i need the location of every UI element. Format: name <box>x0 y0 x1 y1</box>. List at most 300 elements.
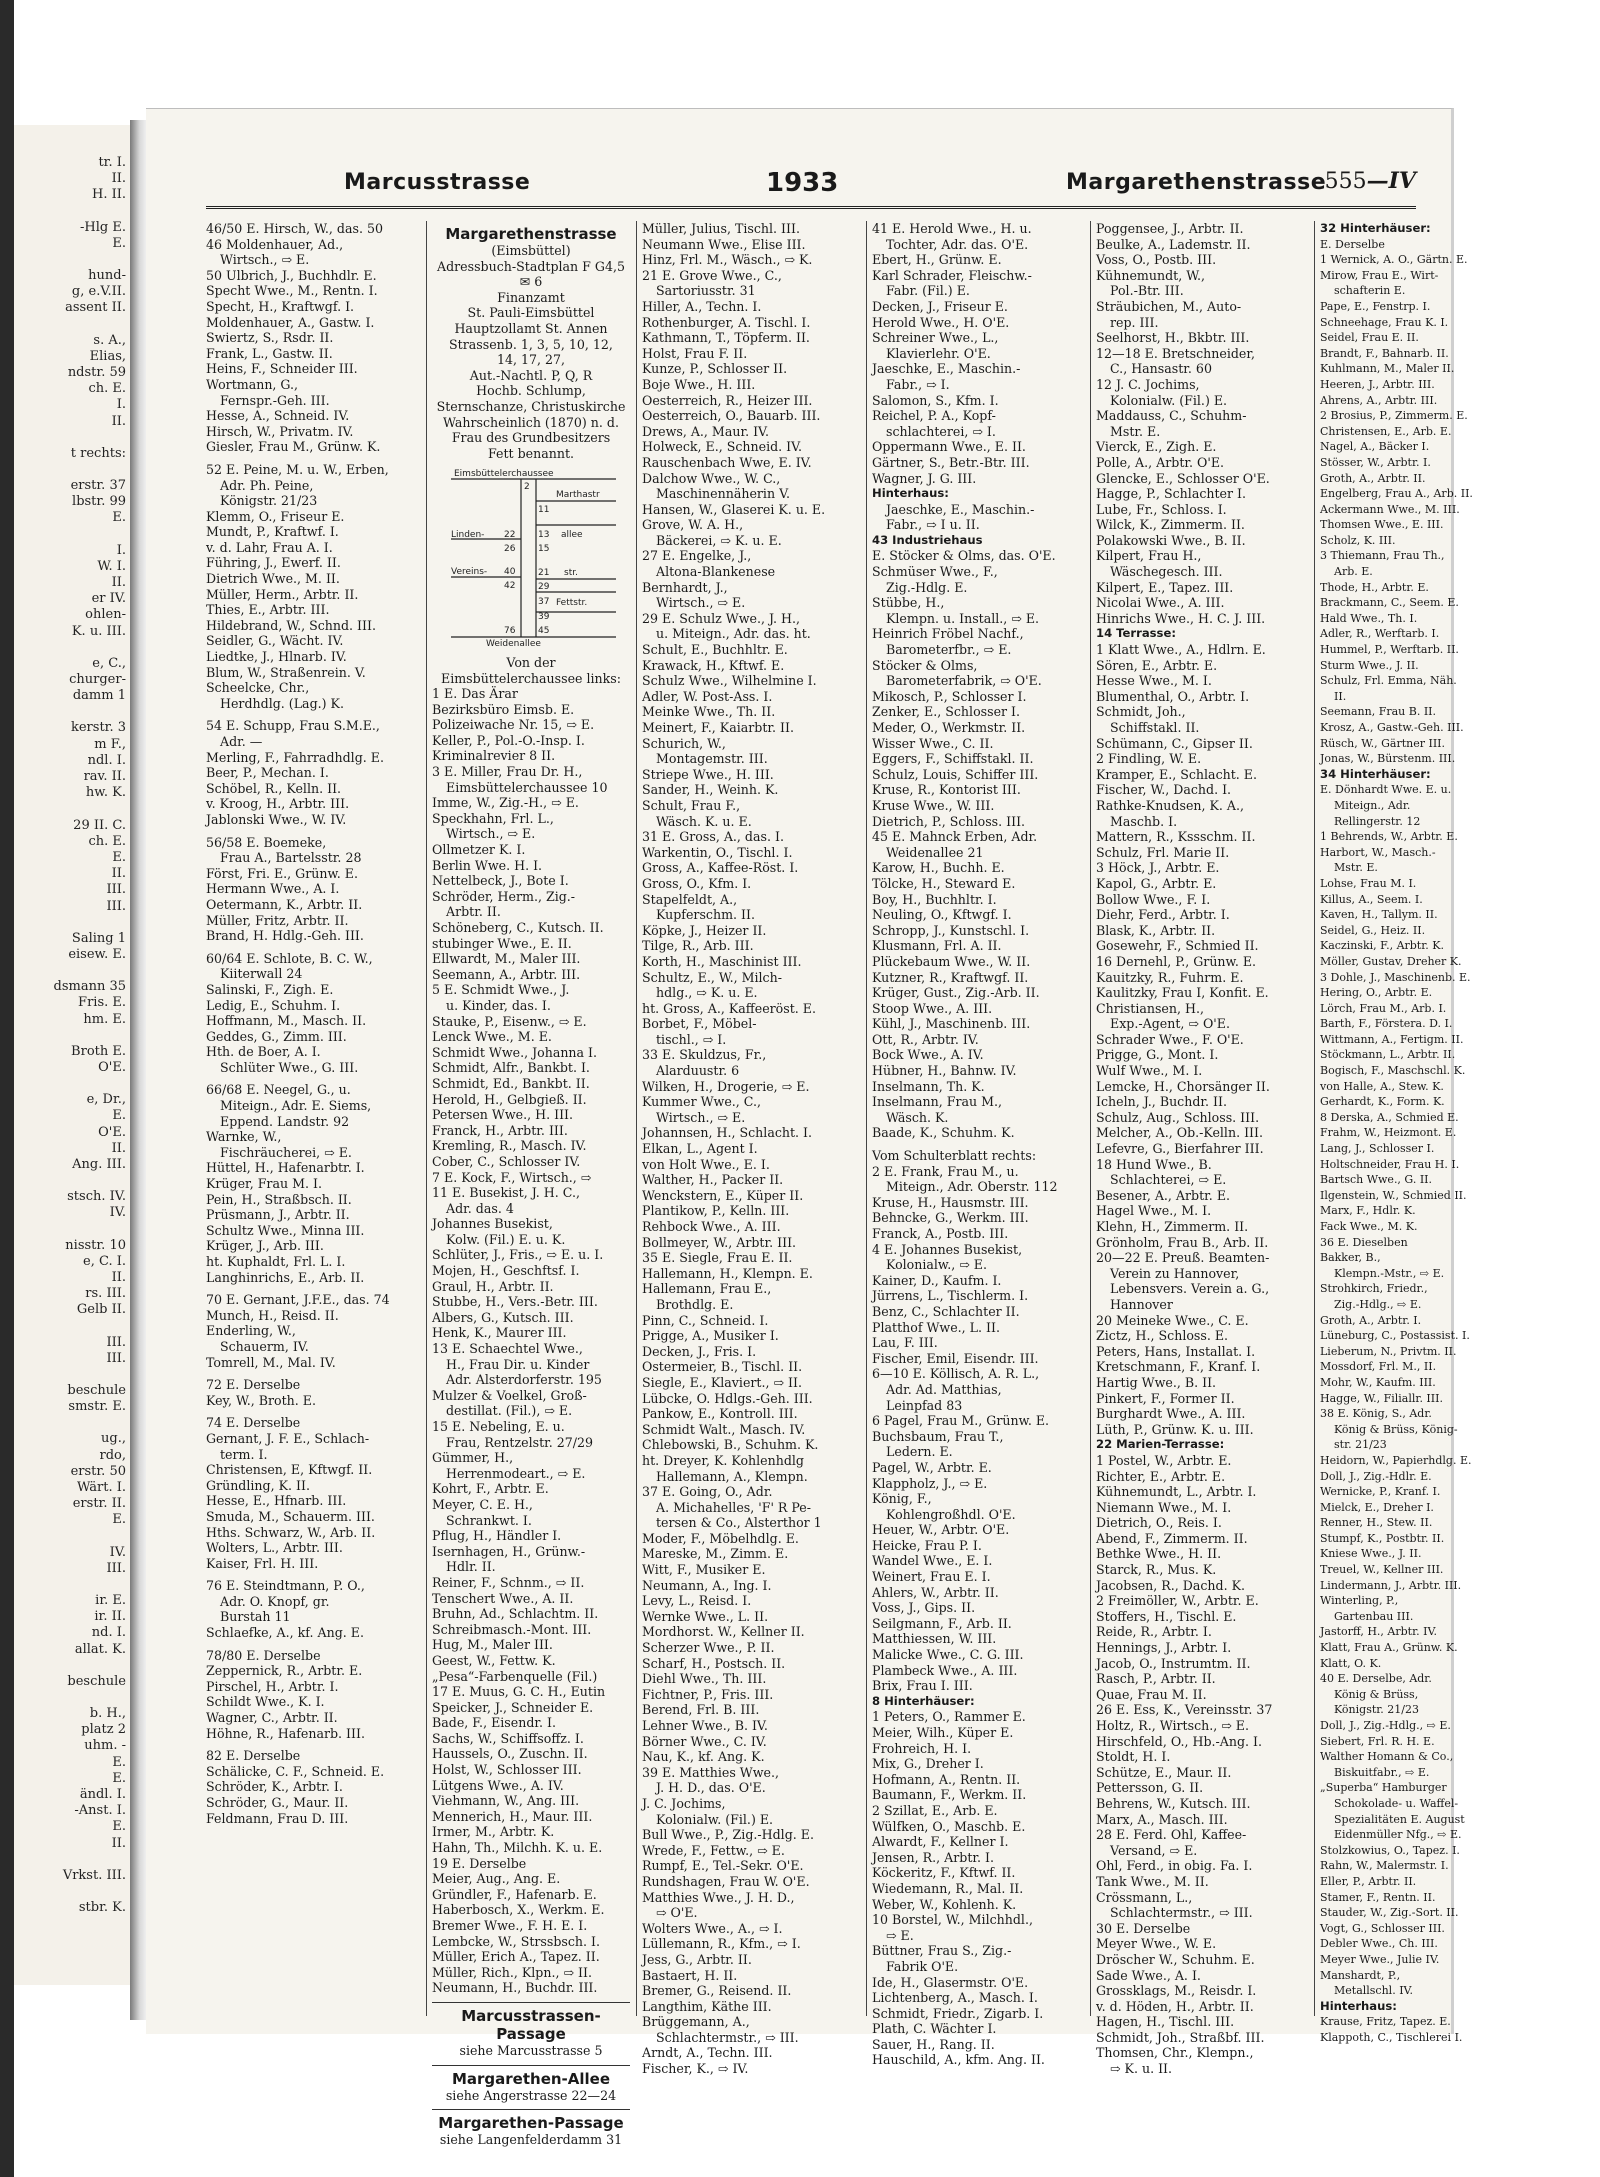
directory-entry: Treuel, W., Kellner III. <box>1320 1563 1444 1577</box>
directory-entry: Diehl Wwe., Th. III. <box>642 1671 767 1687</box>
directory-entry: Neumann, H., Buchdr. III. <box>432 1980 598 1996</box>
directory-entry: 17 E. Muus, G. C. H., Eutin <box>432 1684 606 1700</box>
previous-page-text: erstr. II. <box>72 1496 126 1512</box>
directory-entry: 37 E. Going, O., Adr. <box>642 1484 773 1500</box>
directory-entry: Herdhdlg. (Lag.) K. <box>220 695 344 711</box>
directory-entry: Klehn, H., Zimmerm. II. <box>1096 1219 1249 1234</box>
directory-entry: C., Hansastr. 60 <box>1110 361 1212 377</box>
directory-entry: Bock Wwe., A. IV. <box>872 1047 984 1063</box>
directory-entry: Wagner, J. G. III. <box>872 470 977 486</box>
directory-entry: 15 E. Nebeling, E. u. <box>432 1419 565 1434</box>
directory-entry: Tölcke, H., Steward E. <box>872 875 1016 891</box>
directory-entry: Petersen Wwe., H. III. <box>432 1107 574 1123</box>
directory-entry: destillat. (Fil.), ⇨ E. <box>446 1403 573 1419</box>
directory-entry: Mohr, W., Kaufm. III. <box>1320 1375 1436 1389</box>
directory-entry: Thomsen Wwe., E. III. <box>1320 518 1444 532</box>
directory-entry: Seemann, Frau B. II. <box>1320 705 1436 719</box>
column-divider <box>1314 221 1315 2016</box>
previous-page-text: II. <box>111 171 126 187</box>
directory-entry: Jürrens, L., Tischlerm. I. <box>872 1288 1029 1304</box>
previous-page-text: hw. K. <box>85 785 126 801</box>
directory-entry: 7 E. Kock, F., Wirtsch., ⇨ <box>432 1169 592 1185</box>
directory-entry: 1 Postel, W., Arbtr. E. <box>1096 1452 1232 1468</box>
previous-page-text: hund- <box>88 268 126 284</box>
directory-entry: Hirschfeld, O., Hb.-Ang. I. <box>1096 1733 1263 1749</box>
directory-entry: Lütgens Wwe., A. IV. <box>432 1777 564 1793</box>
directory-entry: v. d. Lahr, Frau A. I. <box>206 539 333 555</box>
previous-page-text: ir. E. <box>95 1593 126 1609</box>
directory-entry: Altona-Blankenese <box>656 564 776 580</box>
directory-entry: Schreiner Wwe., L., <box>872 330 999 346</box>
directory-entry: Holtschneider, Frau H. I. <box>1320 1157 1460 1171</box>
directory-entry: Wittmann, A., Fertigm. II. <box>1320 1032 1464 1046</box>
directory-entry: Hesse, A., Schneid. IV. <box>206 408 350 424</box>
directory-entry: Prigge, A., Musiker I. <box>642 1328 779 1344</box>
directory-entry: Kohlengroßhdl. O'E. <box>886 1506 1016 1522</box>
previous-page-text: I. <box>116 542 126 558</box>
directory-entry: Heeren, J., Arbtr. III. <box>1320 377 1435 391</box>
directory-entry: Neuling, O., Kftwgf. I. <box>872 907 1012 923</box>
directory-entry: 21 E. Grove Wwe., C., <box>642 267 782 283</box>
directory-entry: Fabr., ⇨ I. <box>886 376 950 392</box>
directory-entry: Adler, R., Werftarb. I. <box>1320 627 1440 641</box>
map-number: 39 <box>538 612 550 623</box>
directory-entry: Smuda, M., Schauerm. III. <box>206 1508 375 1524</box>
previous-page-text: rs. III. <box>85 1286 126 1302</box>
directory-entry: Hinrichs Wwe., H. C. J. III. <box>1096 610 1266 626</box>
directory-entry: Kaczinski, F., Arbtr. K. <box>1320 939 1444 953</box>
directory-entry: Barometerfbr., ⇨ E. <box>886 642 1012 658</box>
directory-entry: Seilgmann, F., Arb. II. <box>872 1615 1012 1631</box>
section-heading: 34 Hinterhäuser: <box>1320 766 1431 781</box>
directory-entry: Graul, H., Arbtr. II. <box>432 1278 554 1294</box>
directory-entry: Schmidt Wwe., Johanna I. <box>432 1044 598 1060</box>
directory-entry: Schütze, E., Maur. II. <box>1096 1764 1232 1780</box>
directory-entry: Sachs, W., Schiffsoffz. I. <box>432 1730 584 1746</box>
directory-entry: Hahn, Th., Milchh. K. u. E. <box>432 1840 603 1856</box>
map-number: 2 <box>524 482 530 493</box>
directory-entry: Stauder, W., Zig.-Sort. II. <box>1320 1906 1459 1920</box>
previous-page-text <box>14 1577 130 1593</box>
previous-page-text: ch. E. <box>88 381 126 397</box>
directory-entry: J. H. D., das. O'E. <box>656 1780 766 1796</box>
directory-entry: Krüger, Frau M. I. <box>206 1176 322 1192</box>
directory-entry: Korth, H., Maschinist III. <box>642 953 802 969</box>
header-right-street: Margarethenstrasse <box>1066 170 1327 195</box>
page-number: 555—IV <box>1324 168 1416 194</box>
previous-page-text: E. <box>112 235 126 251</box>
directory-entry: Schröder, G., Maur. II. <box>206 1795 349 1810</box>
directory-entry: Killus, A., Seem. I. <box>1320 892 1423 906</box>
directory-entry: 28 E. Ferd. Ohl, Kaffee- <box>1096 1827 1247 1843</box>
directory-entry: Plückebaum Wwe., W. II. <box>872 953 1031 969</box>
directory-entry: Zenker, E., Schlosser I. <box>872 704 1021 720</box>
street-info-line: Frau des Grundbesitzers <box>451 430 611 446</box>
directory-entry: Rasch, P., Arbtr. II. <box>1096 1671 1216 1687</box>
column-divider <box>1090 221 1091 2016</box>
directory-entry: Dietrich, O., Reis. I. <box>1096 1515 1222 1531</box>
directory-entry: 76 E. Steindtmann, P. O., <box>206 1578 365 1594</box>
directory-entry: Franck, A., Postb. III. <box>872 1226 1009 1241</box>
previous-page-text: ch. E. <box>88 833 126 849</box>
street-info-line: Finanzamt <box>497 289 565 305</box>
directory-entry: Versand, ⇨ E. <box>1110 1842 1198 1858</box>
directory-entry: Munch, H., Reisd. II. <box>206 1307 339 1323</box>
directory-entry: II. <box>1334 689 1347 703</box>
map-label-bottom: Weidenallee <box>486 639 541 650</box>
directory-entry: Müller, Rich., Klpn., ⇨ II. <box>432 1964 592 1980</box>
directory-entry: Vogt, G., Schlosser III. <box>1320 1921 1445 1935</box>
directory-entry: Decken, J., Fris. I. <box>642 1343 757 1359</box>
spacer <box>206 944 420 951</box>
directory-entry: Ohl, Ferd., in obig. Fa. I. <box>1096 1858 1253 1874</box>
directory-entry: u. Kinder, das. I. <box>446 997 551 1013</box>
directory-entry: Ide, H., Glasermstr. O'E. <box>872 1974 1029 1990</box>
directory-entry: Thies, E., Arbtr. III. <box>206 602 330 618</box>
directory-entry: Schröder, Herm., Zig.- <box>432 888 576 904</box>
directory-entry: tischl., ⇨ I. <box>656 1031 727 1047</box>
previous-page-text: III. <box>106 898 126 914</box>
directory-entry: 3 Dohle, J., Maschinenb. E. <box>1320 970 1471 984</box>
directory-entry: Rehbock Wwe., A. III. <box>642 1219 781 1234</box>
directory-entry: Behncke, G., Werkm. III. <box>872 1210 1029 1226</box>
directory-entry: 31 E. Gross, A., das. I. <box>642 829 784 845</box>
directory-entry: Oetermann, K., Arbtr. II. <box>206 896 363 912</box>
previous-page-text: II. <box>111 866 126 882</box>
directory-entry: Scherzer Wwe., P. II. <box>642 1640 775 1656</box>
directory-entry: Ahlers, W., Arbtr. II. <box>872 1584 999 1600</box>
directory-entry: Hinz, Frl. M., Wäsch., ⇨ K. <box>642 252 813 268</box>
directory-entry: Lebensvers. Verein a. G., <box>1110 1281 1270 1297</box>
directory-entry: Mulzer & Voelkel, Groß- <box>432 1387 587 1403</box>
section-heading: 32 Hinterhäuser: <box>1320 221 1431 235</box>
directory-entry: Biskuitfabr., ⇨ E. <box>1334 1765 1430 1779</box>
column-2 <box>432 221 630 2148</box>
previous-page-text: erstr. 37 <box>70 478 126 494</box>
directory-entry: Weidenallee 21 <box>886 844 984 860</box>
directory-entry: Irmer, M., Arbtr. K. <box>432 1824 555 1840</box>
directory-entry: Wirtsch., ⇨ E. <box>446 826 536 842</box>
directory-entry: Eggers, F., Schiffstakl. II. <box>872 751 1034 767</box>
directory-entry: Heuer, W., Arbtr. O'E. <box>872 1522 1010 1538</box>
directory-entry: 10 Borstel, W., Milchhdl., <box>872 1912 1033 1928</box>
map-number: 15 <box>538 544 550 555</box>
directory-entry: Schokolade- u. Waffel- <box>1334 1796 1459 1810</box>
map-number: 76 <box>504 626 516 637</box>
section-heading: 43 Industriehaus <box>872 532 983 547</box>
directory-entry: Polakowski Wwe., B. II. <box>1096 532 1246 548</box>
directory-entry: Kolonialw. (Fil.) E. <box>656 1811 774 1827</box>
directory-entry: Salinski, F., Zigh. E. <box>206 981 334 997</box>
directory-entry: Crössmann, L., <box>1096 1889 1193 1905</box>
map-caption <box>432 655 630 686</box>
directory-entry: Eller, P., Arbtr. II. <box>1320 1874 1417 1888</box>
directory-entry: Schlüter, J., Fris., ⇨ E. u. I. <box>432 1247 604 1263</box>
directory-entry: Ledig, E., Schuhm. I. <box>206 997 341 1013</box>
directory-entry: Lau, F. III. <box>872 1335 938 1351</box>
previous-page-text: ndl. I. <box>87 752 126 768</box>
header-year: 1933 <box>766 168 839 198</box>
directory-entry: Bremer Wwe., F. H. E. I. <box>432 1918 588 1933</box>
previous-page-text: beschule <box>67 1382 126 1398</box>
previous-page-text <box>14 430 130 446</box>
directory-entry: Grossklags, M., Reisdr. I. <box>1096 1983 1257 1999</box>
column-1 <box>206 221 420 2016</box>
directory-entry: Hansen, W., Glaserei K. u. E. <box>642 501 826 517</box>
previous-page-text: g, e.V.II. <box>71 284 126 300</box>
directory-entry: Lüneburg, C., Postassist. I. <box>1320 1329 1470 1343</box>
spacer <box>872 1141 1084 1148</box>
street-info-line: Wahrscheinlich (1870) n. d. <box>443 414 619 430</box>
directory-entry: Peters, Hans, Installat. I. <box>1096 1343 1256 1359</box>
column-4 <box>872 221 1084 2068</box>
previous-page-text: II. <box>111 575 126 591</box>
directory-entry: Hesse, E., Hfnarb. III. <box>206 1493 347 1509</box>
directory-entry: Platthof Wwe., L. II. <box>872 1319 1000 1335</box>
directory-entry: Krüger, Gust., Zig.-Arb. II. <box>872 985 1040 1001</box>
directory-entry: Bremer, G., Reisend. II. <box>642 1983 792 1999</box>
directory-entry: Seelhorst, H., Bkbtr. III. <box>1096 330 1250 346</box>
directory-entry: Haberbosch, X., Werkm. E. <box>432 1902 605 1918</box>
cross-reference-text: siehe Angerstrasse 22—24 <box>445 2087 617 2103</box>
directory-entry: Kohrt, F., Arbtr. E. <box>432 1481 549 1497</box>
directory-entry: 20 Meineke Wwe., C. E. <box>1096 1312 1249 1328</box>
directory-entry: Tenschert Wwe., A. II. <box>432 1590 574 1606</box>
previous-page-text <box>14 1319 130 1335</box>
directory-entry: Scholz, K. III. <box>1320 533 1396 547</box>
directory-entry: Schmidt, Friedr., Zigarb. I. <box>872 2005 1044 2021</box>
directory-page <box>146 108 1473 2148</box>
directory-entry: Miteign., Adr. Oberstr. 112 <box>886 1179 1058 1195</box>
street-divider <box>432 2002 630 2003</box>
directory-entry: Drews, A., Maur. IV. <box>642 423 769 439</box>
spacer <box>206 455 420 462</box>
directory-entry: Holtz, R., Wirtsch., ⇨ E. <box>1096 1718 1250 1733</box>
directory-entry: Schultz, E., W., Milch- <box>642 969 782 985</box>
directory-entry: Schulz, Frl. Emma, Näh. <box>1320 674 1457 688</box>
directory-entry: Borbet, F., Möbel- <box>642 1016 757 1032</box>
directory-entry: Ostermeier, B., Tischl. II. <box>642 1359 803 1375</box>
previous-page-text: tr. I. <box>98 155 126 170</box>
directory-entry: 41 E. Herold Wwe., H. u. <box>872 221 1032 236</box>
directory-entry: Meier, Wilh., Küper E. <box>872 1725 1014 1740</box>
directory-entry: Müller, Julius, Tischl. III. <box>642 221 800 236</box>
directory-entry: Hannover <box>1110 1296 1173 1312</box>
directory-entry: Ilgenstein, W., Schmied II. <box>1320 1188 1467 1202</box>
previous-page-text: E. <box>112 849 126 865</box>
directory-entry: Gründling, K. II. <box>206 1477 310 1493</box>
map-number: 11 <box>538 505 550 516</box>
directory-entry: Herold Wwe., H. O'E. <box>872 314 1010 330</box>
previous-page-text <box>14 1884 130 1900</box>
directory-entry: Schultz Wwe., Minna III. <box>206 1222 365 1238</box>
directory-entry: Hesse Wwe., M. I. <box>1096 673 1212 689</box>
directory-entry: Hildebrand, W., Schnd. III. <box>206 617 376 633</box>
directory-entry: Gosewehr, F., Schmied II. <box>1096 938 1259 954</box>
directory-entry: Schult, E., Buchhltr. E. <box>642 642 788 658</box>
directory-entry: Heicke, Frau P. I. <box>872 1537 982 1553</box>
directory-entry: Tomrell, M., Mal. IV. <box>206 1354 336 1370</box>
directory-entry: Schlachterei, ⇨ E. <box>1110 1172 1227 1188</box>
directory-entry: 2 Findling, W. E. <box>1096 751 1202 767</box>
map-number: 13 <box>538 530 550 541</box>
directory-entry: 74 E. Derselbe <box>206 1415 301 1431</box>
directory-entry: Warnke, W., <box>206 1129 282 1145</box>
directory-entry: Ackermann Wwe., M. III. <box>1320 502 1460 516</box>
directory-entry: Wolters Wwe., A., ⇨ I. <box>642 1920 783 1936</box>
directory-entry: 36 E. Dieselben <box>1320 1235 1408 1249</box>
directory-entry: Ledern. E. <box>886 1444 953 1460</box>
directory-entry: Kremling, R., Masch. IV. <box>432 1138 587 1154</box>
directory-entry: Arb. E. <box>1334 565 1373 579</box>
directory-entry: Alarduustr. 6 <box>656 1063 740 1079</box>
directory-entry: Arbtr. II. <box>446 904 501 920</box>
directory-entry: Pirschel, H., Arbtr. I. <box>206 1678 339 1694</box>
directory-entry: 45 E. Mahnck Erben, Adr. <box>872 829 1038 845</box>
directory-entry: Mareske, M., Zimm. E. <box>642 1546 789 1562</box>
map-caption-line: Eimsbüttelerchaussee links: <box>441 670 621 686</box>
directory-entry: Harbort, W., Masch.- <box>1320 845 1436 859</box>
directory-entry: Kolonialw. (Fil.) E. <box>1110 392 1228 408</box>
directory-entry: Köpke, J., Heizer II. <box>642 922 767 938</box>
directory-entry: 39 E. Matthies Wwe., <box>642 1764 779 1780</box>
previous-page-text: Broth E. <box>71 1043 126 1059</box>
directory-entry: Levy, L., Reisd. I. <box>642 1593 752 1609</box>
previous-page-text: Wärt. I. <box>77 1480 126 1495</box>
directory-entry: Baade, K., Schuhm. K. <box>872 1125 1015 1141</box>
directory-entry: Hagel Wwe., M. I. <box>1096 1203 1212 1219</box>
previous-page-text: 29 II. C. <box>73 817 126 833</box>
directory-entry: Meier, Aug., Ang. E. <box>432 1871 561 1887</box>
directory-entry: Hüttel, H., Hafenarbtr. I. <box>206 1160 365 1176</box>
directory-entry: Barth, F., Förstera. D. I. <box>1320 1017 1453 1031</box>
street-info-line: Strassenb. 1, 3, 5, 10, 12, <box>449 336 613 352</box>
previous-page-text <box>14 252 130 268</box>
directory-entry: Wilck, K., Zimmerm. II. <box>1096 517 1245 533</box>
directory-entry: 1 Behrends, W., Arbtr. E. <box>1320 830 1458 844</box>
directory-entry: Speckhahn, Frl. L., <box>432 810 554 826</box>
previous-page-text: churger- <box>69 672 126 688</box>
directory-entry: Gärtner, S., Betr.-Btr. III. <box>872 454 1030 470</box>
directory-entry: Mikosch, P., Schlosser I. <box>872 688 1027 704</box>
previous-page-text: III. <box>106 1334 126 1350</box>
previous-page-text: ohlen- <box>85 607 126 623</box>
map-number: 26 <box>504 544 516 555</box>
directory-entry: Imme, W., Zig.-H., ⇨ E. <box>432 795 579 811</box>
directory-entry: Thode, H., Arbtr. E. <box>1320 580 1429 594</box>
map-label-top: Eimsbüttelerchaussee <box>454 469 554 480</box>
directory-entry: Kiiterwall 24 <box>220 966 303 982</box>
directory-entry: Maschinennäherin V. <box>656 486 790 502</box>
directory-entry: Pinkert, F., Former II. <box>1096 1390 1235 1406</box>
directory-entry: ⇨ E. <box>886 1927 914 1943</box>
directory-entry: Bethke Wwe., H. II. <box>1096 1546 1222 1562</box>
previous-page-text: kerstr. 3 <box>70 720 126 736</box>
directory-entry: Viehmann, W., Ang. III. <box>432 1793 580 1809</box>
directory-entry: Hths. Schwarz, W., Arb. II. <box>206 1524 376 1540</box>
header-rule <box>206 206 1416 209</box>
directory-entry: Brix, Frau I. III. <box>872 1678 973 1694</box>
previous-page-text: lbstr. 99 <box>72 494 126 510</box>
previous-page-text <box>14 640 130 656</box>
street-map <box>446 467 621 650</box>
directory-entry: Berlin Wwe. H. I. <box>432 857 543 873</box>
directory-entry: A. Michahelles, 'F' R Pe- <box>656 1499 812 1515</box>
directory-entry: 54 E. Schupp, Frau S.M.E., <box>206 718 380 734</box>
directory-entry: Heins, F., Schneider III. <box>206 361 358 377</box>
previous-page-text <box>14 204 130 220</box>
directory-entry: Leinpfad 83 <box>886 1397 963 1413</box>
directory-entry: Jablonski Wwe., W. IV. <box>206 811 347 827</box>
directory-entry: Fernspr.-Geh. III. <box>220 392 330 408</box>
directory-entry: Stamer, F., Rentn. II. <box>1320 1890 1436 1904</box>
previous-page-text: eisew. E. <box>68 946 126 962</box>
directory-entry: Lüth, P., Grünw. K. u. III. <box>1096 1421 1254 1437</box>
directory-entry: Hennings, J., Arbtr. I. <box>1096 1640 1232 1656</box>
map-label-r2: allee <box>561 530 583 541</box>
directory-entry: Sade Wwe., A. I. <box>1096 1967 1201 1983</box>
map-number: 40 <box>504 567 516 578</box>
directory-entry: Ahrens, A., Arbtr. III. <box>1320 393 1438 407</box>
directory-entry: Holst, W., Schlosser III. <box>432 1762 582 1778</box>
directory-entry: 78/80 E. Derselbe <box>206 1647 321 1663</box>
directory-entry: 1 E. Das Ärar <box>432 686 518 702</box>
map-caption-line: Von der <box>506 654 556 670</box>
directory-entry: Königstr. 21/23 <box>220 493 318 509</box>
directory-entry: Brothdlg. E. <box>656 1296 734 1312</box>
directory-entry: Dröscher W., Schuhm. E. <box>1096 1951 1255 1967</box>
previous-page-text: O'E. <box>98 1059 126 1075</box>
directory-entry: Bastaert, H. II. <box>642 1967 738 1983</box>
map-label-left2: Vereins- <box>451 567 488 578</box>
directory-entry: Engelberg, Frau A., Arb. II. <box>1320 487 1473 501</box>
map-label-r1: Marthastr <box>556 490 600 501</box>
directory-entry: Burghardt Wwe., A. III. <box>1096 1406 1246 1422</box>
directory-entry: Lohse, Frau M. I. <box>1320 876 1417 890</box>
street-info-line: Hauptzollamt St. Annen <box>454 320 608 336</box>
directory-entry: Henk, K., Maurer III. <box>432 1325 567 1341</box>
directory-entry: Adr. — <box>220 734 263 749</box>
directory-entry: Börner Wwe., C. IV. <box>642 1733 767 1749</box>
previous-page-text: er IV. <box>91 591 126 607</box>
directory-entry: Wülfken, O., Maschb. E. <box>872 1818 1026 1834</box>
directory-entry: Plantikow, P., Kelln. III. <box>642 1203 790 1219</box>
previous-page-text <box>14 1852 130 1868</box>
directory-entry: Christiansen, H., <box>1096 1000 1204 1016</box>
directory-entry: Zig.-Hdlg., ⇨ E. <box>1334 1297 1422 1311</box>
map-number: 45 <box>538 626 550 637</box>
directory-entry: Wirtsch., ⇨ E. <box>220 252 310 268</box>
directory-entry: Adr. O. Knopf, gr. <box>220 1593 330 1609</box>
directory-entry: Meyer Wwe., W. E. <box>1096 1936 1217 1952</box>
directory-entry: Starck, R., Mus. K. <box>1096 1562 1217 1578</box>
directory-entry: 82 E. Derselbe <box>206 1748 301 1764</box>
directory-entry: v. d. Höden, H., Arbtr. II. <box>1096 1998 1254 2014</box>
directory-entry: Kuhlmann, M., Maler II. <box>1320 362 1455 376</box>
directory-entry: 2 Freimöller, W., Arbtr. E. <box>1096 1593 1259 1609</box>
directory-entry: Richter, E., Arbtr. E. <box>1096 1468 1226 1484</box>
directory-entry: Sander, H., Weinh. K. <box>642 782 779 798</box>
directory-entry: Kaulitzky, Frau I, Konfit. E. <box>1096 985 1269 1001</box>
directory-entry: Hering, O., Arbtr. E. <box>1320 986 1433 1000</box>
directory-entry: ⇨ K. u. II. <box>1110 2061 1173 2077</box>
directory-entry: 66/68 E. Neegel, G., u. <box>206 1082 351 1098</box>
directory-entry: Moldenhauer, A., Gastw. I. <box>206 314 375 330</box>
directory-entry: Hdlr. II. <box>446 1559 496 1575</box>
directory-entry: Schmidt, Joh., Straßbf. III. <box>1096 2029 1265 2045</box>
street-info-line: Adressbuch-Stadtplan F G4,5 <box>436 258 625 274</box>
directory-entry: Adr. das. 4 <box>446 1200 514 1216</box>
